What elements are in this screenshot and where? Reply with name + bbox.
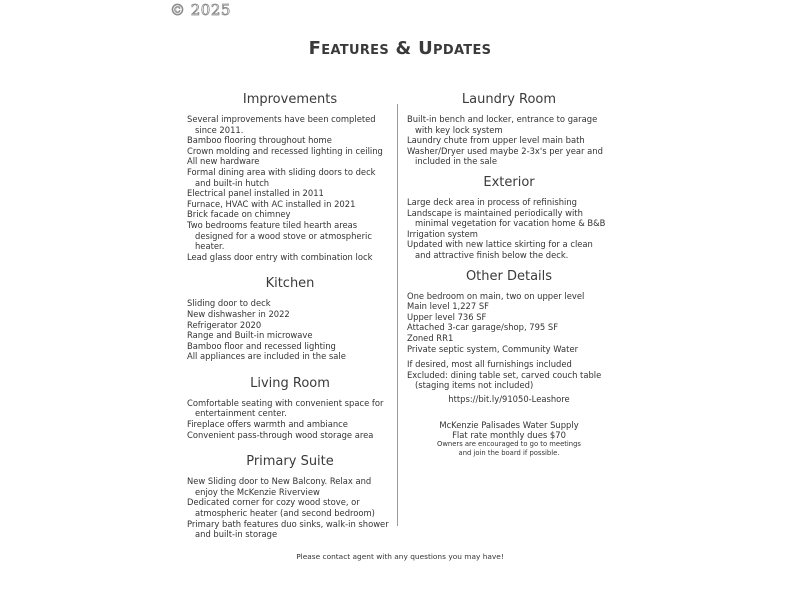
kitchen-heading: Kitchen	[265, 276, 315, 292]
list-item: New Sliding door to New Balcony. Relax and enjoy the McKenzie Riverview	[187, 476, 372, 497]
right-column	[407, 92, 611, 458]
kitchen-list	[187, 298, 393, 362]
living-room-list	[187, 398, 393, 440]
footer-contact-note: Please contact agent with any questions you may have!	[296, 552, 504, 561]
improvements-heading: Improvements	[242, 92, 338, 107]
list-item: New dishwasher in 2022	[187, 308, 290, 319]
list-item: Brick facade on chimney	[187, 209, 291, 220]
list-item: Upper level 736 SF	[407, 311, 487, 322]
list-item: Furnace, HVAC with AC installed in 2021	[187, 198, 356, 209]
primary-suite-list	[187, 476, 393, 540]
list-item: Landscape is maintained periodically with minimal vegetation for vacation home & B&B	[407, 207, 606, 229]
list-item: Range and Built-in microwave	[187, 330, 313, 341]
list-item: Bamboo floor and recessed lighting	[187, 340, 336, 351]
list-item: Zoned RR1	[407, 332, 454, 343]
list-item: Primary bath features duo sinks, walk-in shower and built-in storage	[187, 518, 389, 540]
improvements-section	[187, 92, 393, 262]
list-item: Built-in bench and locker, entrance to garage with key lock system	[407, 114, 598, 135]
list-item: Electrical panel installed in 2011	[187, 188, 324, 199]
list-item: Large deck area in process of refinishing	[407, 196, 577, 207]
list-item: Irrigation system	[407, 228, 478, 239]
other-details-section	[407, 269, 611, 405]
list-item: Main level 1,227 SF	[407, 301, 490, 312]
list-item: Washer/Dryer used maybe 2-3x's per year and included in the sale	[407, 145, 603, 167]
list-item: Refrigerator 2020	[187, 319, 262, 330]
copyright-watermark: © 2025	[170, 1, 231, 19]
column-divider	[397, 104, 398, 526]
list-item: All appliances are included in the sale	[187, 351, 346, 362]
list-item: Sliding door to deck	[187, 298, 271, 309]
list-item: Convenient pass-through wood storage area	[187, 429, 374, 440]
list-item: If desired, most all furnishings included	[407, 359, 572, 370]
water-supply-note-line: and join the board if possible.	[458, 449, 560, 458]
list-item: Private septic system, Community Water	[407, 343, 579, 354]
list-item: All new hardware	[187, 156, 260, 167]
list-item: Crown molding and recessed lighting in ceiling	[187, 145, 383, 156]
list-item: Fireplace offers warmth and ambiance	[187, 419, 348, 430]
other-details-heading: Other Details	[465, 268, 553, 284]
primary-suite-section	[187, 454, 393, 540]
water-supply-title: McKenzie Palisades Water Supply	[439, 420, 579, 431]
listing-link[interactable]: https://bit.ly/91050-Leashore	[448, 393, 570, 404]
list-item: Formal dining area with sliding doors to deck and built-in hutch	[187, 166, 376, 188]
list-item: One bedroom on main, two on upper level	[407, 290, 585, 301]
list-item: Lead glass door entry with combination lock	[187, 251, 373, 262]
list-item: Two bedrooms feature tiled hearth areas designed for a wood stove or atmospheric heater.	[187, 219, 372, 252]
list-item: Several improvements have been completed since 2011.	[187, 114, 376, 135]
laundry-list	[407, 114, 611, 167]
list-item: Updated with new lattice skirting for a clean and attractive finish below the deck.	[407, 239, 593, 260]
left-column	[187, 92, 393, 554]
primary-suite-heading: Primary Suite	[246, 454, 334, 470]
laundry-section	[407, 92, 611, 167]
list-item: Dedicated corner for cozy wood stove, or atmospheric heater (and second bedroom)	[187, 497, 375, 519]
living-room-section	[187, 376, 393, 440]
list-item: Excluded: dining table set, carved couch table (staging items not included)	[407, 369, 602, 391]
living-room-heading: Living Room	[250, 375, 330, 391]
water-supply-note	[407, 420, 611, 458]
furnishings-list	[407, 359, 611, 391]
exterior-list	[407, 197, 611, 261]
kitchen-section	[187, 276, 393, 362]
water-supply-dues: Flat rate monthly dues $70	[452, 430, 566, 441]
laundry-heading: Laundry Room	[461, 92, 557, 107]
list-item: Laundry chute from upper level main bath	[407, 135, 585, 146]
list-item: Comfortable seating with convenient space for entertainment center.	[187, 397, 384, 419]
exterior-heading: Exterior	[483, 174, 535, 190]
improvements-list	[187, 114, 393, 262]
list-item: Bamboo flooring throughout home	[187, 135, 332, 146]
page-title: Features & Updates	[308, 38, 492, 59]
other-details-list	[407, 291, 611, 355]
list-item: Attached 3-car garage/shop, 795 SF	[407, 322, 559, 333]
water-supply-note-line: Owners are encouraged to go to meetings	[437, 440, 581, 449]
exterior-section	[407, 175, 611, 261]
